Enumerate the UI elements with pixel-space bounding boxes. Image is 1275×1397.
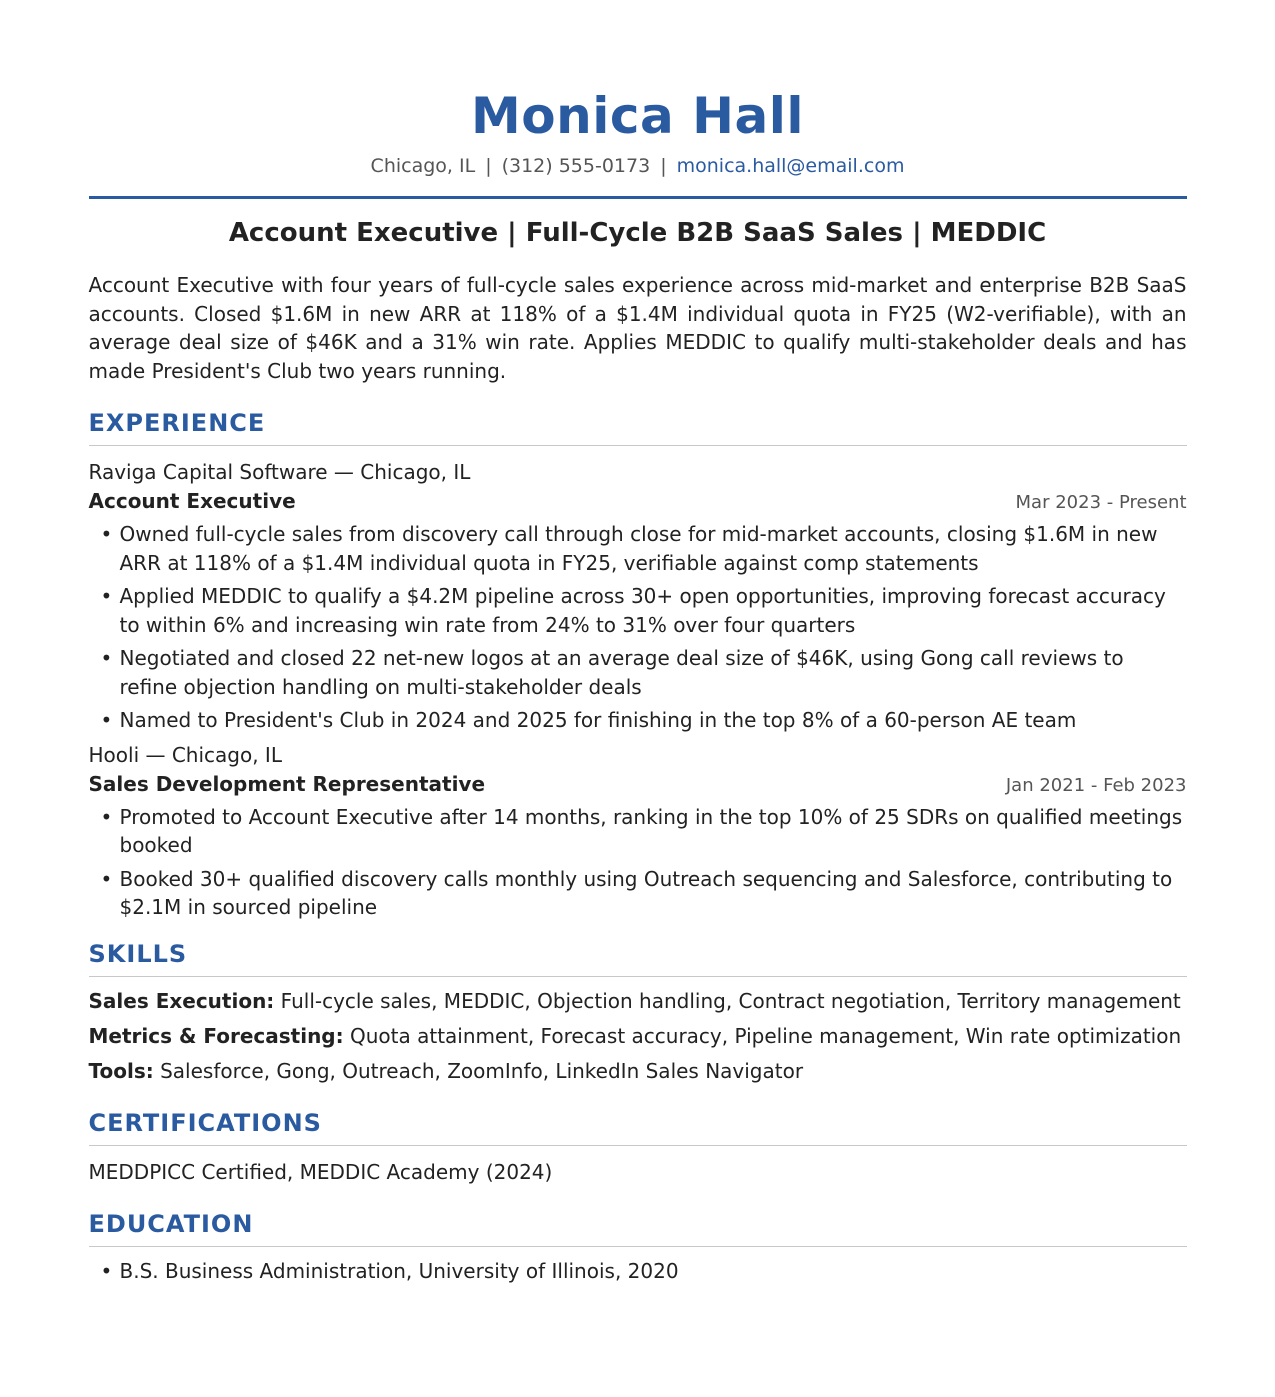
bullet-glyph: • bbox=[100, 584, 113, 608]
bullet-text: Promoted to Account Executive after 14 months, ranking in the top 10% of 25 SDRs on qualified meetings booked bbox=[119, 804, 1183, 857]
section-divider bbox=[89, 976, 1187, 977]
contact-separator: | bbox=[485, 155, 492, 177]
role-line bbox=[89, 487, 1187, 517]
resume-page bbox=[89, 0, 1187, 1285]
skill-row bbox=[89, 1022, 1187, 1050]
skill-row bbox=[89, 1057, 1187, 1085]
header-divider bbox=[89, 196, 1187, 199]
location: Chicago, IL bbox=[370, 155, 476, 177]
section-divider bbox=[89, 1145, 1187, 1146]
email-link[interactable]: monica.hall@email.com bbox=[676, 155, 905, 177]
job-entry bbox=[89, 741, 1187, 922]
headline: Account Executive | Full-Cycle B2B SaaS Sales | MEDDIC bbox=[228, 218, 1047, 248]
job-dates: Jan 2021 - Feb 2023 bbox=[1005, 774, 1187, 796]
job-entry bbox=[89, 458, 1187, 735]
skill-label: Tools: bbox=[88, 1058, 154, 1083]
contact-line bbox=[89, 152, 1187, 180]
job-title: Sales Development Representative bbox=[88, 771, 486, 796]
bullet-item bbox=[89, 520, 1187, 577]
bullet-item bbox=[89, 865, 1187, 922]
skill-label: Sales Execution: bbox=[88, 988, 275, 1013]
bullet-item bbox=[89, 582, 1187, 639]
company: Raviga Capital Software — Chicago, IL bbox=[88, 460, 471, 484]
section-divider bbox=[89, 445, 1187, 446]
bullet-glyph: • bbox=[100, 646, 113, 670]
certification-text: MEDDPICC Certified, MEDDIC Academy (2024) bbox=[88, 1159, 553, 1184]
bullet-item bbox=[89, 706, 1187, 735]
skill-value: Quota attainment, Forecast accuracy, Pipeline management, Win rate optimization bbox=[349, 1023, 1182, 1048]
bullet-text: Negotiated and closed 22 net-new logos at an average deal size of $46K, using Gong call reviews to refine objection handling on multi-stakeholder deals bbox=[119, 646, 1124, 699]
bullet-glyph: • bbox=[100, 866, 113, 891]
education-item bbox=[89, 1257, 1187, 1286]
bullet-text: Owned full-cycle sales from discovery call through close for mid-market accounts, closing $1.6M in new ARR at 118% of a $1.4M individual quota in FY25, verifiable against comp statements bbox=[119, 522, 1158, 575]
bullet-text: Booked 30+ qualified discovery calls monthly using Outreach sequencing and Salesforce, contributing to $2.1M in sourced pipeline bbox=[119, 866, 1173, 919]
bullet-text: Named to President's Club in 2024 and 2025 for finishing in the top 8% of a 60-person AE team bbox=[119, 708, 1077, 732]
education-text: B.S. Business Administration, University of Illinois, 2020 bbox=[119, 1258, 679, 1283]
section-title-education: EDUCATION bbox=[88, 1209, 254, 1238]
skill-row bbox=[89, 987, 1187, 1015]
skill-label: Metrics & Forecasting: bbox=[88, 1023, 344, 1048]
bullet-item bbox=[89, 803, 1187, 860]
skill-value: Full-cycle sales, MEDDIC, Objection handling, Contract negotiation, Territory management bbox=[280, 988, 1181, 1013]
section-title-experience: EXPERIENCE bbox=[88, 409, 266, 437]
job-bullets bbox=[89, 803, 1187, 922]
bullet-item bbox=[89, 644, 1187, 701]
job-title: Account Executive bbox=[88, 489, 296, 513]
section-divider bbox=[89, 1246, 1187, 1247]
education-list bbox=[89, 1257, 1187, 1286]
company: Hooli — Chicago, IL bbox=[88, 742, 282, 767]
job-dates: Mar 2023 - Present bbox=[1015, 492, 1187, 513]
role-line bbox=[89, 770, 1187, 800]
candidate-name: Monica Hall bbox=[471, 87, 804, 145]
bullet-glyph: • bbox=[100, 522, 113, 546]
skill-value: Salesforce, Gong, Outreach, ZoomInfo, LinkedIn Sales Navigator bbox=[160, 1058, 804, 1083]
bullet-text: Applied MEDDIC to qualify a $4.2M pipeline across 30+ open opportunities, improving forecast accuracy to within 6% and increasing win rate from 24% to 31% over four quarters bbox=[119, 584, 1166, 637]
phone: (312) 555-0173 bbox=[501, 155, 651, 177]
bullet-glyph: • bbox=[100, 1258, 113, 1283]
bullet-glyph: • bbox=[100, 804, 113, 829]
section-title-certifications: CERTIFICATIONS bbox=[88, 1108, 322, 1137]
job-bullets bbox=[89, 520, 1187, 735]
bullet-glyph: • bbox=[100, 708, 113, 732]
section-title-skills: SKILLS bbox=[88, 939, 188, 968]
contact-separator: | bbox=[660, 155, 667, 177]
summary: Account Executive with four years of full-cycle sales experience across mid-market and enterprise B2B SaaS accounts. Closed $1.6M in new ARR at 118% of a $1.4M individual quota in FY25 (W2-verifiable), with an average deal size of $46K and a 31% win rate. Applies MEDDIC to qualify multi-stakeholder deals and has made President's Club two years running. bbox=[88, 273, 1187, 383]
